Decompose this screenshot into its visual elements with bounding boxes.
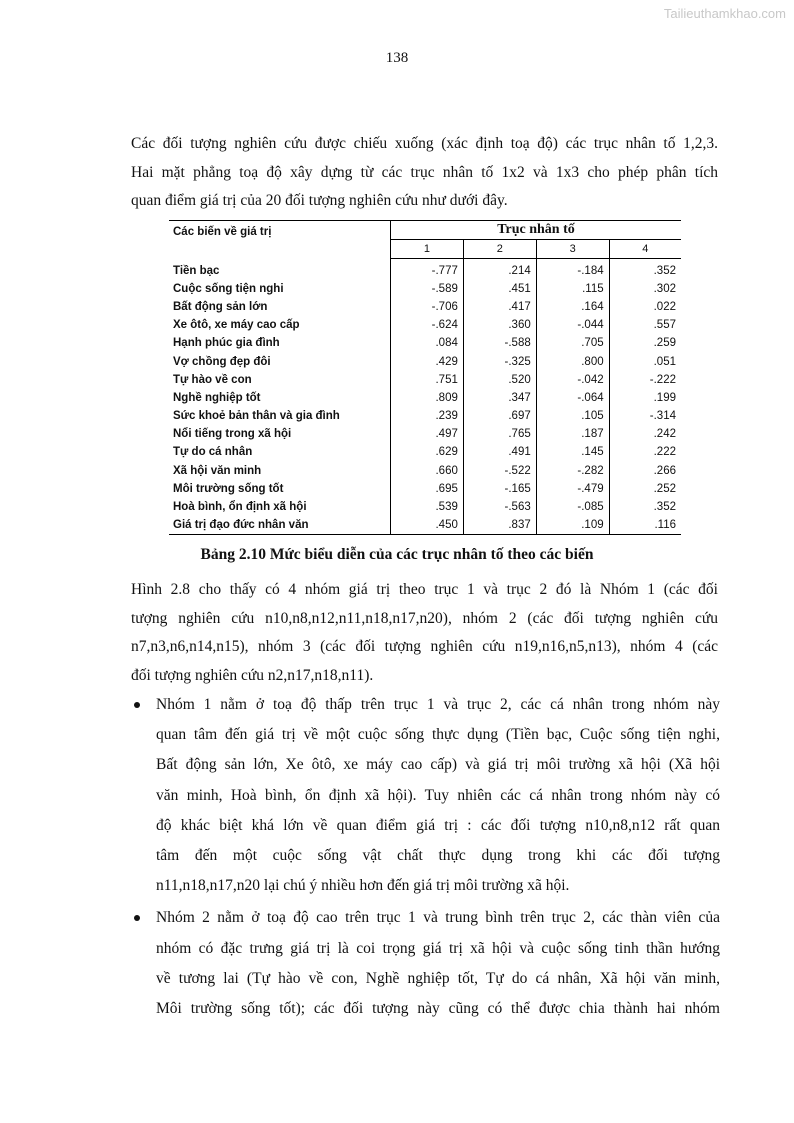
cell-value: .266 bbox=[609, 462, 681, 480]
cell-value: -.589 bbox=[431, 282, 458, 295]
text-line: Nhóm 2 nằm ở toạ độ cao trên trục 1 và trung bình trên trục 2, các thàn viên của bbox=[156, 909, 720, 927]
cell-value: .164 bbox=[536, 298, 609, 316]
text-line: về tương lai (Tự hào về con, Nghề nghiệp tốt, Tự do cá nhân, Xã hội văn minh, bbox=[156, 969, 720, 987]
table-row bbox=[169, 371, 681, 389]
row-label: Tự do cá nhân bbox=[169, 443, 391, 461]
cell-value: .252 bbox=[609, 480, 681, 498]
cell-value: -.314 bbox=[609, 407, 681, 425]
table-row bbox=[169, 462, 681, 480]
cell-value: .697 bbox=[463, 407, 536, 425]
cell-value: -.325 bbox=[463, 352, 536, 370]
text-line: Môi trường sống tốt); các đối tượng này cũng có thể được chia thành hai nhóm bbox=[156, 1000, 720, 1018]
intro-paragraph bbox=[131, 130, 718, 216]
text-line: quan tâm đến giá trị về một cuộc sống thực dụng (Tiền bạc, Cuộc sống tiện nghi, bbox=[156, 726, 720, 744]
cell-value: .809 bbox=[435, 391, 458, 404]
factor-loading-table bbox=[169, 220, 681, 535]
cell-value: -.706 bbox=[431, 300, 458, 313]
cell-value: .145 bbox=[536, 443, 609, 461]
row-label: Xe ôtô, xe máy cao cấp bbox=[169, 316, 391, 334]
column-header: 1 bbox=[391, 240, 464, 259]
row-label: Cuộc sống tiện nghi bbox=[169, 280, 391, 298]
cell-value: .491 bbox=[463, 443, 536, 461]
row-header: Các biến về giá trị bbox=[169, 221, 391, 259]
watermark: Tailieuthamkhao.com bbox=[663, 6, 786, 21]
cell-value: .259 bbox=[609, 334, 681, 352]
cell-value: .302 bbox=[609, 280, 681, 298]
cell-value: .751 bbox=[435, 373, 458, 386]
cell-value: .765 bbox=[463, 425, 536, 443]
cell-value: -.563 bbox=[463, 498, 536, 516]
cell-value: .429 bbox=[435, 355, 458, 368]
cell-value: -.777 bbox=[431, 264, 458, 277]
cell-value: -.184 bbox=[536, 259, 609, 280]
row-label: Nghề nghiệp tốt bbox=[169, 389, 391, 407]
table-row bbox=[169, 259, 681, 280]
cell-value: -.624 bbox=[431, 319, 458, 332]
text-line: n11,n18,n17,n20 lại chú ý nhiều hơn đến giá trị môi trường xã hội. bbox=[156, 877, 570, 895]
cell-value: -.479 bbox=[536, 480, 609, 498]
group-bullet-list bbox=[131, 690, 720, 1026]
table-row bbox=[169, 480, 681, 498]
row-label: Môi trường sống tốt bbox=[169, 480, 391, 498]
cell-value: -.064 bbox=[536, 389, 609, 407]
cell-value: .214 bbox=[463, 259, 536, 280]
cell-value: .352 bbox=[609, 498, 681, 516]
cell-value: .705 bbox=[536, 334, 609, 352]
cell-value: -.165 bbox=[463, 480, 536, 498]
cell-value: .352 bbox=[609, 259, 681, 280]
cell-value: -.522 bbox=[463, 462, 536, 480]
text-line: văn minh, Hoà bình, ổn định xã hội). Tuy nhiên các cá nhân trong nhóm này có bbox=[156, 786, 720, 804]
cell-value: .695 bbox=[435, 482, 458, 495]
table-row bbox=[169, 498, 681, 516]
bullet-item bbox=[131, 903, 720, 1024]
cell-value: .360 bbox=[463, 316, 536, 334]
cell-value: .497 bbox=[435, 428, 458, 441]
text-line: quan điểm giá trị của 20 đối tượng nghiên cứu như dưới đây. bbox=[131, 192, 508, 209]
cell-value: .629 bbox=[435, 446, 458, 459]
table-row bbox=[169, 298, 681, 316]
cell-value: .051 bbox=[609, 352, 681, 370]
text-line: nhóm có đặc trưng giá trị là coi trọng giá trị xã hội và cuộc sống tinh thần hướng bbox=[156, 939, 720, 957]
table-row bbox=[169, 425, 681, 443]
table-row bbox=[169, 389, 681, 407]
table-row bbox=[169, 280, 681, 298]
cell-value: -.588 bbox=[463, 334, 536, 352]
cell-value: .242 bbox=[609, 425, 681, 443]
cell-value: -.282 bbox=[536, 462, 609, 480]
cell-value: .451 bbox=[463, 280, 536, 298]
group-header: Trục nhân tố bbox=[391, 221, 682, 240]
cell-value: .109 bbox=[536, 516, 609, 535]
row-label: Bất động sản lớn bbox=[169, 298, 391, 316]
cell-value: -.222 bbox=[609, 371, 681, 389]
row-label: Tiền bạc bbox=[169, 259, 391, 280]
cell-value: .417 bbox=[463, 298, 536, 316]
cell-value: .539 bbox=[435, 501, 458, 514]
cell-value: .115 bbox=[536, 280, 609, 298]
row-label: Xã hội văn minh bbox=[169, 462, 391, 480]
table-caption: Bảng 2.10 Mức biểu diễn của các trục nhân tố theo các biến bbox=[200, 546, 594, 563]
cell-value: .187 bbox=[536, 425, 609, 443]
cell-value: .239 bbox=[435, 410, 458, 423]
cell-value: -.042 bbox=[536, 371, 609, 389]
table-row bbox=[169, 443, 681, 461]
cell-value: .557 bbox=[609, 316, 681, 334]
cell-value: .837 bbox=[463, 516, 536, 535]
cell-value: .520 bbox=[463, 371, 536, 389]
cell-value: .222 bbox=[609, 443, 681, 461]
analysis-paragraph bbox=[131, 576, 718, 690]
cell-value: .084 bbox=[435, 337, 458, 350]
text-line: Hình 2.8 cho thấy có 4 nhóm giá trị theo trục 1 và trục 2 đó là Nhóm 1 (các đối bbox=[131, 581, 718, 598]
table-row bbox=[169, 352, 681, 370]
text-line: tượng nghiên cứu n10,n8,n12,n11,n18,n17,n20), nhóm 2 (các đối tượng nghiên cứu bbox=[131, 609, 718, 627]
table-row bbox=[169, 516, 681, 535]
table-row bbox=[169, 316, 681, 334]
bullet-item bbox=[131, 690, 720, 901]
cell-value: .800 bbox=[536, 352, 609, 370]
table-row bbox=[169, 334, 681, 352]
column-header: 3 bbox=[536, 240, 609, 259]
row-label: Hoà bình, ổn định xã hội bbox=[169, 498, 391, 516]
cell-value: .199 bbox=[609, 389, 681, 407]
row-label: Tự hào về con bbox=[169, 371, 391, 389]
text-line: độ khác biệt khá lớn về quan điểm giá trị : các đối tượng n10,n8,n12 rất quan bbox=[156, 816, 720, 834]
cell-value: -.044 bbox=[536, 316, 609, 334]
cell-value: .450 bbox=[435, 519, 458, 532]
row-label: Nổi tiếng trong xã hội bbox=[169, 425, 391, 443]
text-line: tâm đến một cuộc sống vật chất thực dụng trong khi các đối tượng bbox=[156, 847, 720, 865]
text-line: Nhóm 1 nằm ở toạ độ thấp trên trục 1 và trục 2, các cá nhân trong nhóm này bbox=[156, 696, 720, 713]
cell-value: -.085 bbox=[536, 498, 609, 516]
cell-value: .116 bbox=[609, 516, 681, 535]
table-row bbox=[169, 407, 681, 425]
text-line: n7,n3,n6,n14,n15), nhóm 3 (các đối tượng nghiên cứu n19,n16,n5,n13), nhóm 4 (các bbox=[131, 638, 718, 655]
row-label: Giá trị đạo đức nhân văn bbox=[169, 516, 391, 535]
text-line: Hai mặt phẳng toạ độ xây dựng từ các trục nhân tố 1x2 và 1x3 cho phép phân tích bbox=[131, 163, 718, 181]
column-header: 2 bbox=[463, 240, 536, 259]
text-line: Các đối tượng nghiên cứu được chiếu xuống (xác định toạ độ) các trục nhân tố 1,2,3. bbox=[131, 135, 718, 152]
cell-value: .347 bbox=[463, 389, 536, 407]
text-line: Bất động sản lớn, Xe ôtô, xe máy cao cấp) và giá trị môi trường xã hội (Xã hội bbox=[156, 756, 720, 774]
row-label: Sức khoẻ bản thân và gia đình bbox=[169, 407, 391, 425]
row-label: Hạnh phúc gia đình bbox=[169, 334, 391, 352]
page-number: 138 bbox=[385, 50, 409, 66]
row-label: Vợ chồng đẹp đôi bbox=[169, 352, 391, 370]
text-line: đối tượng nghiên cứu n2,n17,n18,n11). bbox=[131, 666, 374, 684]
cell-value: .022 bbox=[609, 298, 681, 316]
cell-value: .105 bbox=[536, 407, 609, 425]
column-header: 4 bbox=[609, 240, 681, 259]
cell-value: .660 bbox=[435, 464, 458, 477]
